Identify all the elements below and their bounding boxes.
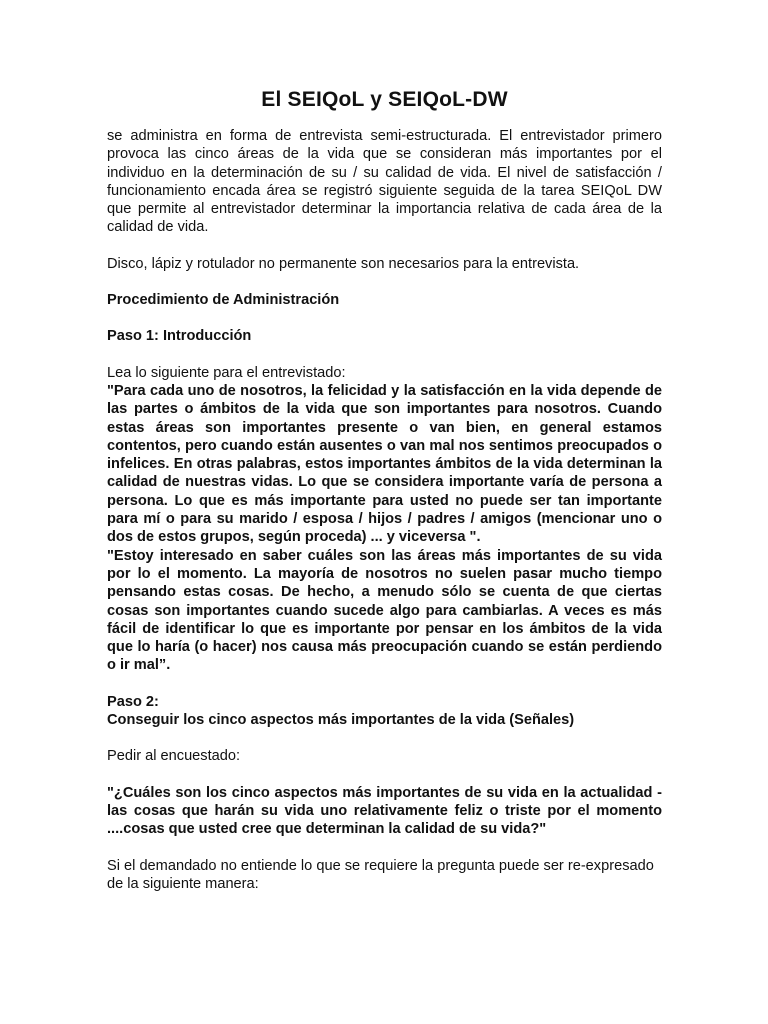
intro-paragraph: se administra en forma de entrevista semi-estructurada. El entrevistador primero provoca las cinco áreas de la vida que se consideran más importantes por el individuo en la determinación de su / su calidad de vida. El nivel de satisfacción / funcionamiento encada área se registró siguiente seguida de la tarea SEIQoL DW que permite al entrevistador determinar la importancia relativa de cada área de la calidad de vida. (107, 128, 662, 236)
step2-lead: Pedir al encuestado: (107, 748, 241, 765)
materials-paragraph: Disco, lápiz y rotulador no permanente son necesarios para la entrevista. (107, 255, 580, 272)
step2-heading: Paso 2: (107, 693, 159, 710)
step1-quote-1: "Para cada uno de nosotros, la felicidad y la satisfacción en la vida depende de las partes o ámbitos de la vida que son importantes para nosotros. Cuando estas áreas son importantes presente o van bien, en general estamos contentos, pero cuando están ausentes o van mal nos sentimos preocupados o infelices. En otras palabras, estos importantes ámbitos de la vida determinan la calidad de nuestras vidas. Lo que se considera importante varía de persona a persona. Lo que es más importante para usted no puede ser tan importante para mí o para su marido / esposa / hijos / padres / amigos (mencionar uno o dos de estos grupos, según proceda) ... y viceversa ". (107, 382, 662, 546)
step2-subheading: Conseguir los cinco aspectos más importantes de la vida (Señales) (107, 712, 575, 729)
step1-lead: Lea lo siguiente para el entrevistado: (107, 364, 346, 381)
step2-note: Si el demandado no entiende lo que se requiere la pregunta puede ser re-expresado de la siguiente manera: (107, 857, 654, 892)
step1-quote-2: "Estoy interesado en saber cuáles son las áreas más importantes de su vida por lo el momento. La mayoría de nosotros no suelen pasar mucho tiempo pensando estas cosas. De hecho, a menudo sólo se cuenta de que ciertas cosas son importantes cuando sucede algo para cambiarlas. A veces es más fácil de identificar lo que es importante por pensar en los ámbitos de la vida que lo haría (o hacer) nos causa más preocupación cuando se están perdiendo o ir mal”. (107, 547, 662, 674)
procedure-heading: Procedimiento de Administración (107, 292, 340, 309)
document-title: El SEIQoL y SEIQoL-DW (261, 88, 508, 111)
step1-heading: Paso 1: Introducción (107, 328, 252, 345)
step2-question: "¿Cuáles son los cinco aspectos más importantes de su vida en la actualidad - las cosas que harán su vida uno relativamente feliz o triste por el momento ....cosas que usted cree que determinan la calidad de su vida?" (107, 784, 662, 838)
